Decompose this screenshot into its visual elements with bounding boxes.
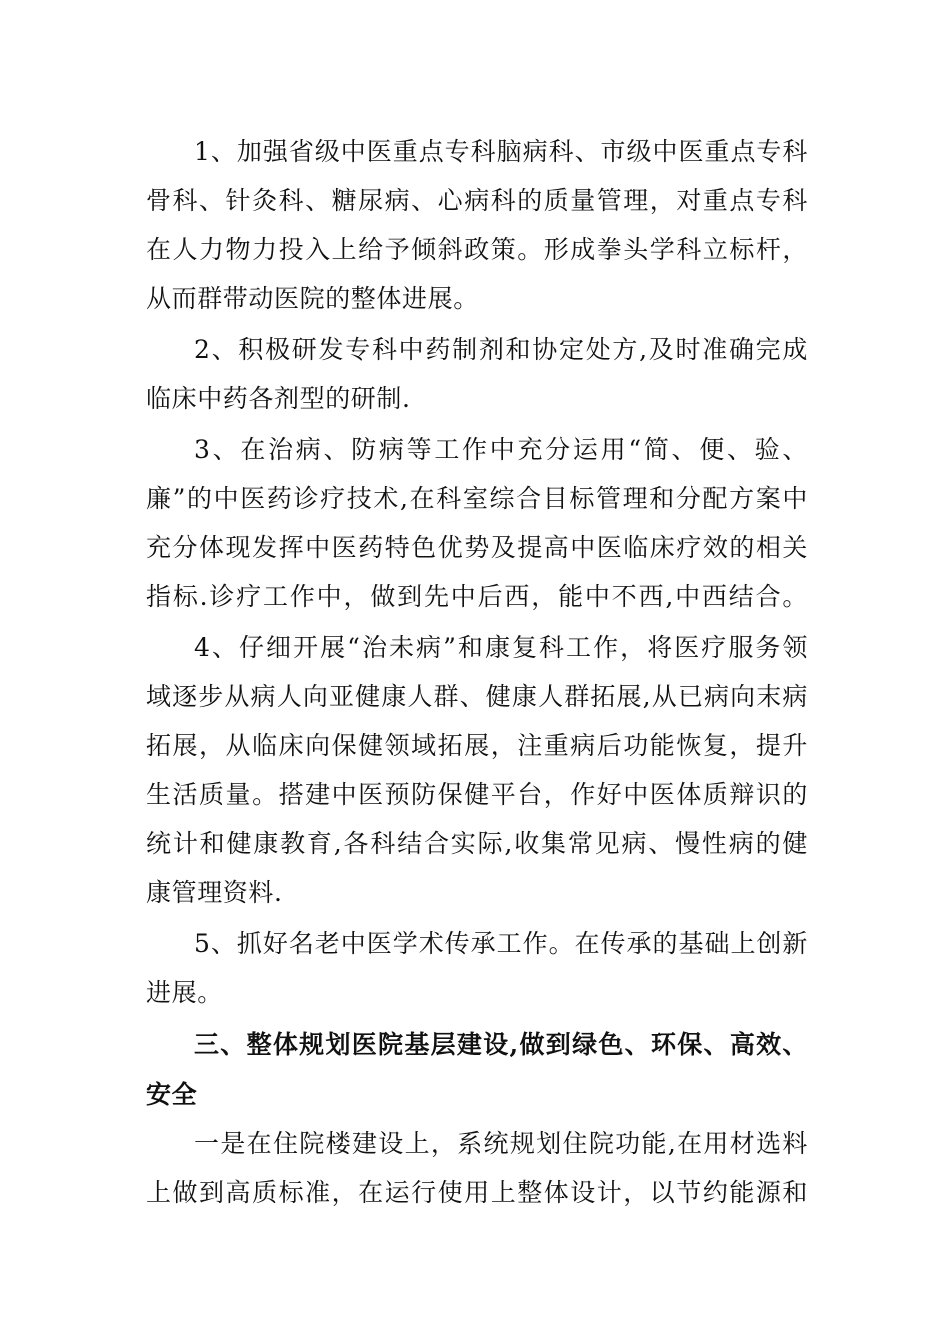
section-heading-line-2: 安全: [146, 1080, 198, 1109]
paragraph-line-1: 一是在住院楼建设上，系统规划住院功能,在用材选料: [194, 1129, 808, 1158]
item-4-line-4: 生活质量。搭建中医预防保健平台，作好中医体质辩识的: [146, 780, 808, 809]
item-1-line-2: 骨科、针灸科、糖尿病、心病科的质量管理，对重点专科: [146, 186, 808, 215]
item-5-line-1: 5、抓好名老中医学术传承工作。在传承的基础上创新: [194, 929, 808, 958]
item-1-line-1: 1、加强省级中医重点专科脑病科、市级中医重点专科: [194, 137, 808, 166]
item-4-line-2: 域逐步从病人向亚健康人群、健康人群拓展,从已病向末病: [146, 682, 808, 711]
paragraph-line-2: 上做到高质标准，在运行使用上整体设计，以节约能源和: [146, 1178, 808, 1207]
item-4-line-3: 拓展，从临床向保健领域拓展，注重病后功能恢复，提升: [146, 731, 808, 760]
section-heading-line-1: 三、整体规划医院基层建设,做到绿色、环保、高效、: [194, 1030, 808, 1059]
item-3-line-3: 充分体现发挥中医药特色优势及提高中医临床疗效的相关: [146, 533, 808, 562]
item-3-line-1: 3、在治病、防病等工作中充分运用“简、便、验、: [194, 435, 808, 464]
item-4-line-1: 4、仔细开展“治未病”和康复科工作，将医疗服务领: [194, 633, 808, 662]
item-2-line-1: 2、积极研发专科中药制剂和协定处方,及时准确完成: [194, 335, 808, 364]
item-4-line-5: 统计和健康教育,各科结合实际,收集常见病、慢性病的健: [146, 829, 808, 858]
item-3-line-4: 指标.诊疗工作中，做到先中后西，能中不西,中西结合。: [146, 582, 808, 611]
item-1-line-4: 从而群带动医院的整体进展。: [146, 284, 479, 313]
item-4-line-6: 康管理资料.: [146, 878, 283, 907]
item-3-line-2: 廉”的中医药诊疗技术,在科室综合目标管理和分配方案中: [146, 484, 808, 513]
item-5-line-2: 进展。: [146, 978, 223, 1007]
item-1-line-3: 在人力物力投入上给予倾斜政策。形成拳头学科立标杆，: [146, 235, 808, 264]
item-2-line-2: 临床中药各剂型的研制.: [146, 384, 411, 413]
